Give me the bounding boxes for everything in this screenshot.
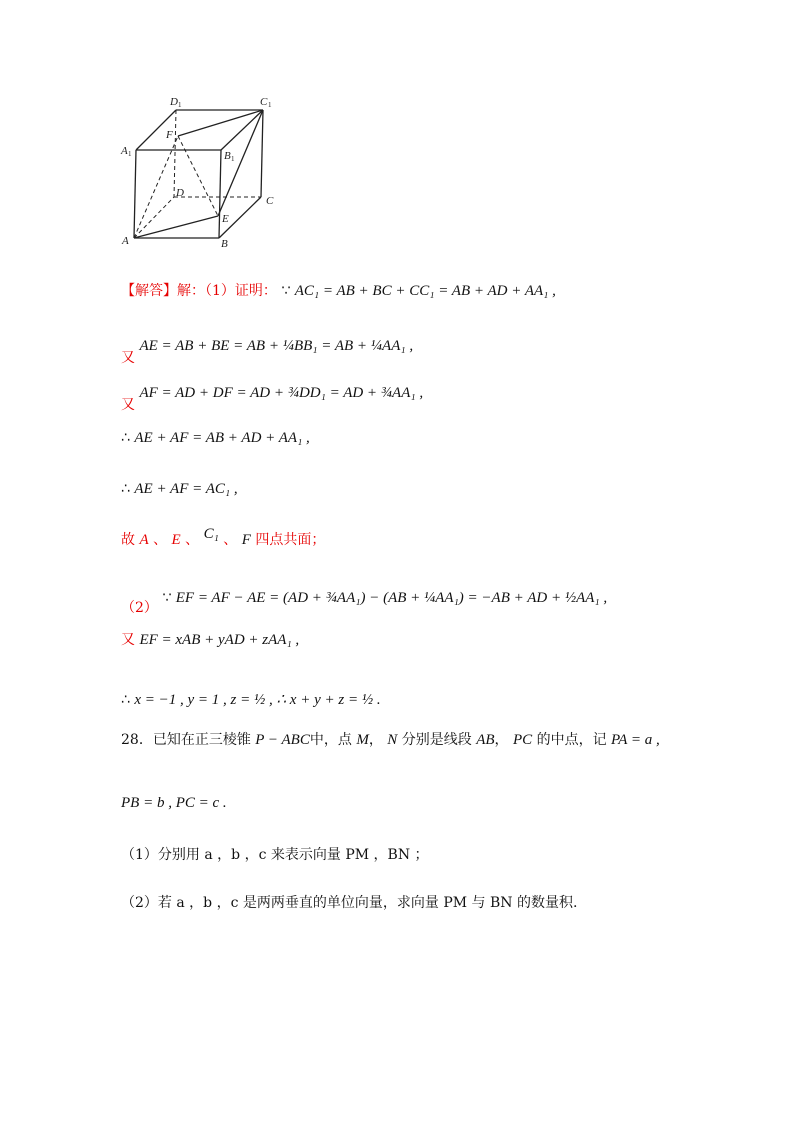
- sep-2: 、: [185, 532, 200, 548]
- conclusion-suffix: 四点共面；: [255, 532, 326, 548]
- label-A: A: [122, 235, 129, 247]
- point-F: F: [241, 532, 251, 548]
- segment-AB: AB: [476, 732, 495, 748]
- conclusion-prefix: 故: [121, 532, 135, 548]
- label-D1: D: [170, 96, 178, 108]
- segment-PC: PC: [512, 732, 533, 748]
- eq-line-5: AE + AF = AC₁ ,: [134, 481, 238, 497]
- q2-text: 若 a ，b ，c 是两两垂直的单位向量，求向量 PM 与 BN 的数量积.: [157, 895, 578, 911]
- point-C1: C₁: [203, 526, 219, 542]
- because-symbol: ∵: [281, 283, 291, 299]
- label-E: E: [222, 213, 229, 225]
- sep-3: 、: [223, 532, 238, 548]
- solution-line-2: [121, 336, 414, 366]
- label-A1-sub: 1: [128, 150, 132, 158]
- you-label-3: 又: [121, 632, 135, 648]
- problem-28-definitions: [121, 793, 227, 813]
- label-B1: B: [224, 150, 231, 162]
- problem-28-q2: [121, 893, 577, 913]
- label-C1-sub: 1: [268, 101, 272, 109]
- solution-line-7: [121, 630, 299, 650]
- answer-tag: 【解答】: [121, 283, 177, 299]
- therefore-symbol-1: ∴: [121, 430, 130, 446]
- solution-line-6: [121, 588, 608, 616]
- solution-line-8: [121, 690, 381, 710]
- eq-line-1: AC₁ = AB + BC + CC₁ = AB + AD + AA₁ ,: [294, 283, 556, 299]
- comma-2: ，: [494, 732, 509, 748]
- conclusion-line: [121, 526, 326, 550]
- problem-28-stem: [121, 730, 660, 750]
- cube-figure: [118, 92, 288, 252]
- stem-part-2: 中，点: [309, 732, 352, 748]
- solid-name: P − ABC: [255, 732, 310, 748]
- stem-part-1: 已知在正三棱锥: [152, 732, 251, 748]
- point-A: A: [139, 532, 149, 548]
- part2-label: （2）: [121, 600, 158, 616]
- solution-line-5: [121, 479, 238, 499]
- stem-part-3: 分别是线段: [401, 732, 472, 748]
- stem-part-4: 的中点，记: [536, 732, 607, 748]
- definition-1: PA = a ,: [611, 732, 660, 748]
- eq-line-6: EF = AF − AE = (AD + ¾AA₁) − (AB + ¼AA₁) = −AB + AD + ½AA₁ ,: [175, 590, 608, 606]
- answer-jie: 解：: [177, 283, 205, 299]
- problem-28-q1: [121, 845, 429, 865]
- label-D: D: [176, 187, 184, 199]
- because-symbol-2: ∵: [162, 590, 172, 606]
- comma-1: ，: [368, 732, 383, 748]
- point-M: M: [356, 732, 369, 748]
- solution-line-1: [121, 281, 556, 301]
- sep-1: 、: [153, 532, 168, 548]
- eq-line-2: AE = AB + BE = AB + ¼BB₁ = AB + ¼AA₁ ,: [139, 338, 414, 354]
- q2-label: （2）: [121, 895, 158, 911]
- therefore-symbol-3: ∴: [121, 692, 130, 708]
- therefore-symbol-2: ∴: [121, 481, 130, 497]
- label-D1-sub: 1: [178, 101, 182, 109]
- point-N: N: [387, 732, 398, 748]
- label-B: B: [221, 238, 228, 250]
- solution-line-3: [121, 383, 424, 413]
- label-C1: C: [260, 96, 268, 108]
- solution-line-4: [121, 428, 310, 448]
- eq-line-7: EF = xAB + yAD + zAA₁ ,: [139, 632, 300, 648]
- definition-2: PB = b , PC = c .: [121, 795, 227, 811]
- label-C: C: [266, 195, 274, 207]
- label-A1: A: [121, 145, 128, 157]
- label-F: F: [166, 129, 173, 141]
- part1-label: （1）证明：: [205, 283, 277, 299]
- eq-line-3: AF = AD + DF = AD + ¾DD₁ = AD + ¾AA₁ ,: [139, 385, 424, 401]
- q1-text: 分别用 a ，b ，c 来表示向量 PM ，BN ；: [157, 847, 429, 863]
- eq-line-8: x = −1 , y = 1 , z = ½ , ∴ x + y + z = ½ .: [134, 692, 381, 708]
- you-label-1: 又: [121, 350, 135, 366]
- eq-line-4: AE + AF = AB + AD + AA₁ ,: [134, 430, 310, 446]
- point-E: E: [171, 532, 181, 548]
- problem-number: 28．: [121, 732, 153, 748]
- label-B1-sub: 1: [231, 155, 235, 163]
- q1-label: （1）: [121, 847, 158, 863]
- you-label-2: 又: [121, 397, 135, 413]
